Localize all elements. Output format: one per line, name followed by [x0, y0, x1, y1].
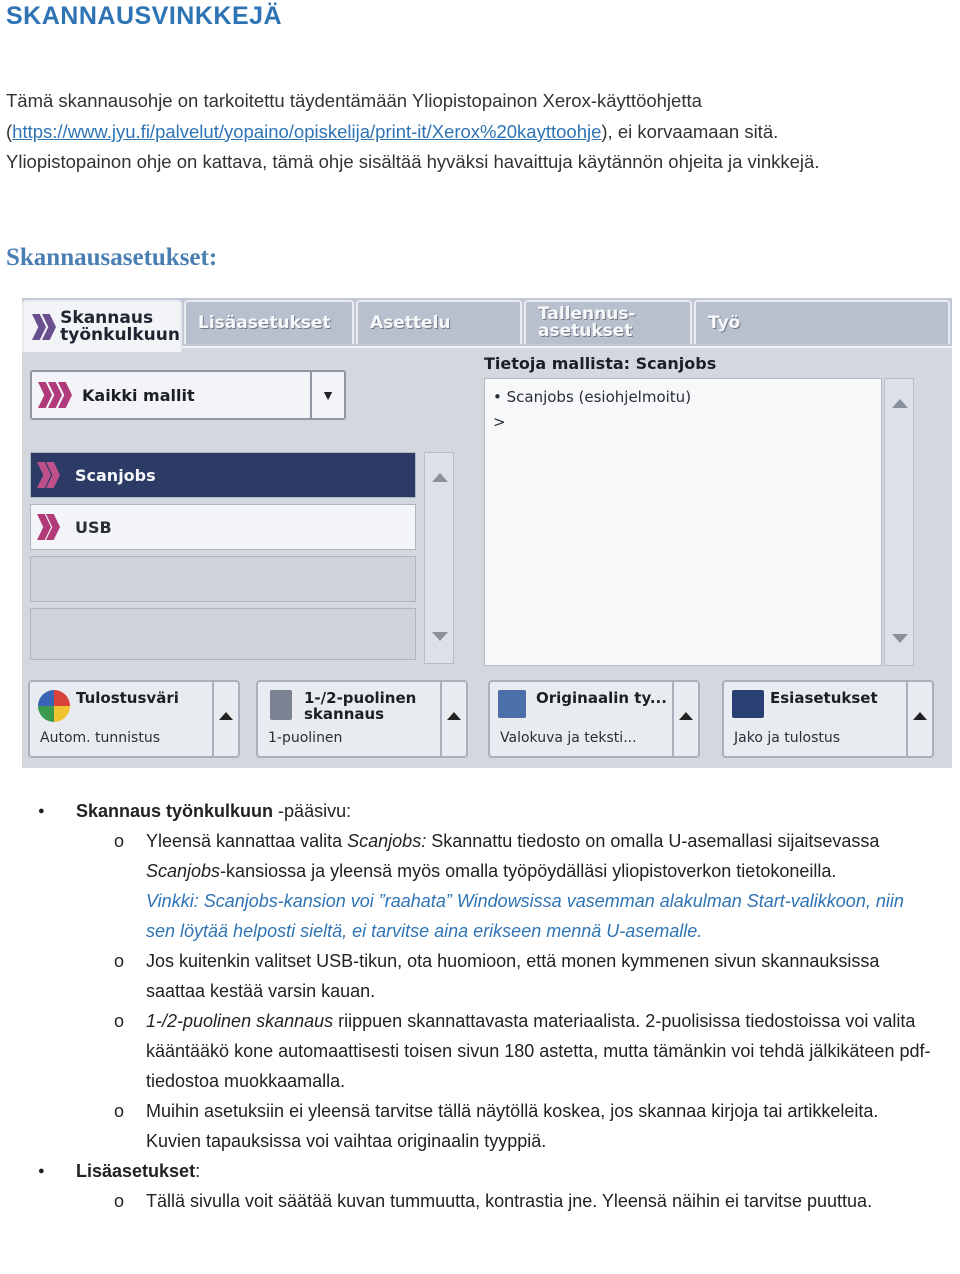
sub-list-item: o Tällä sivulla voit säätää kuvan tummuutta, kontrastia jne. Yleensä näihin ei tarvitse puuttua. — [76, 1186, 936, 1216]
home-template-icon — [37, 460, 67, 490]
intro-line-2 — [6, 117, 946, 148]
list-item — [36, 1156, 936, 1216]
button-title: Tulostusväri — [76, 689, 179, 707]
section-heading: Skannausasetukset: — [6, 244, 218, 271]
presets-button[interactable] — [722, 680, 934, 758]
list-item-text: -pääsivu: — [273, 801, 352, 821]
template-scrollbar[interactable] — [424, 452, 454, 664]
tab-scan-workflow-label-1: Skannaus — [60, 308, 154, 328]
list-item — [36, 796, 936, 1156]
button-title: 1-/2-puolinen skannaus — [304, 689, 417, 723]
page-title: SKANNAUSVINKKEJÄ — [6, 2, 283, 30]
sub-list-item — [76, 826, 936, 946]
template-info-heading: Tietoja mallista: Scanjobs — [484, 354, 717, 373]
button-arrow[interactable] — [212, 682, 238, 756]
output-color-button[interactable] — [28, 680, 240, 758]
template-scanjobs[interactable] — [30, 452, 416, 498]
scroll-down-icon[interactable] — [432, 632, 448, 641]
sub-list-item — [76, 1006, 936, 1096]
scroll-down-icon[interactable] — [892, 634, 908, 643]
sub-list-item: o Jos kuitenkin valitset USB-tikun, ota huomioon, että monen kymmenen sivun skannauksissa saattaa kestää varsin kauan. — [76, 946, 936, 1006]
tab-scan-workflow-label-2: työnkulkuun — [60, 325, 180, 345]
button-arrow[interactable] — [906, 682, 932, 756]
instruction-list — [36, 796, 936, 1216]
list-item-bold: Lisäasetukset — [76, 1161, 196, 1181]
intro-line-1: Tämä skannausohje on tarkoitettu täydentämään Yliopistopainon Xerox-käyttöohjetta — [6, 90, 702, 111]
template-label: Scanjobs — [75, 465, 156, 485]
template-info-line: • Scanjobs (esiohjelmoitu) — [493, 388, 692, 406]
scanner-tabs — [22, 298, 952, 346]
monitor-icon — [732, 690, 764, 718]
tab-job[interactable]: Työ — [694, 300, 950, 344]
tab-layout[interactable]: Asettelu — [356, 300, 522, 344]
button-title: Esiasetukset — [770, 689, 878, 707]
after-link-text: ), ei korvaamaan sitä. — [601, 120, 779, 142]
workflow-icon — [32, 312, 54, 342]
tab-save-label-2: asetukset — [538, 321, 633, 341]
tab-scan-workflow[interactable] — [22, 300, 182, 352]
intro-paragraph — [6, 86, 946, 178]
text-run: 1-/2-puolinen skannaus — [146, 1011, 334, 1031]
scanner-panel — [22, 346, 952, 768]
text-run: riippuen skannattavasta materiaalista. 2-puolisissa tiedostoissa voi valita kääntääkö kone automaattisesti toisen sivun 180 astetta, mutta tämänkin voi tehdä jälkikäteen pdf-tiedostoa muokkaamalla. — [146, 1011, 931, 1091]
text-run: Scanjobs: — [347, 831, 427, 851]
original-type-button[interactable] — [488, 680, 700, 758]
info-scrollbar[interactable] — [884, 378, 914, 666]
text-run: Skannattu tiedosto on omalla U-asemallasi sijaitsevassa — [426, 831, 880, 851]
template-list — [30, 452, 416, 664]
document-icon — [270, 690, 292, 720]
scroll-up-icon[interactable] — [892, 399, 908, 408]
button-value: Autom. tunnistus — [40, 730, 160, 746]
dropdown-arrow-icon[interactable]: ▼ — [310, 372, 344, 418]
text-run: -kansiossa ja yleensä myös omalla työpöydälläsi yliopistoverkon tietokoneilla. — [220, 861, 837, 881]
list-item-bold: Skannaus työnkulkuun — [76, 801, 274, 821]
duplex-scan-button[interactable] — [256, 680, 468, 758]
dropdown-label: Kaikki mallit — [82, 385, 195, 405]
intro-line-3: Yliopistopainon ohje on kattava, tämä ohje sisältää hyväksi havaittuja käytännön ohjeita ja vinkkejä. — [6, 151, 820, 172]
template-empty-row — [30, 608, 416, 660]
template-filter-dropdown[interactable] — [30, 370, 346, 420]
templates-icon — [38, 380, 72, 410]
text-run: Yleensä kannattaa valita — [146, 831, 348, 851]
tab-advanced[interactable]: Lisäasetukset — [184, 300, 354, 344]
xerox-guide-link[interactable]: https://www.jyu.fi/palvelut/yopaino/opiskelija/print-it/Xerox%20kayttoohje — [12, 120, 602, 142]
button-value: 1-puolinen — [268, 730, 343, 746]
template-empty-row — [30, 556, 416, 602]
button-title: Originaalin ty... — [536, 689, 667, 707]
template-usb[interactable] — [30, 504, 416, 550]
template-info-box — [484, 378, 882, 666]
open-paren: ( — [6, 120, 13, 142]
template-label: USB — [75, 517, 112, 537]
text-run: Scanjobs — [146, 861, 221, 881]
usb-template-icon — [37, 512, 67, 542]
template-info-prompt: > — [493, 413, 506, 431]
feature-buttons — [28, 680, 948, 764]
scanner-screenshot — [22, 298, 952, 768]
color-wheel-icon — [38, 690, 70, 722]
button-value: Jako ja tulostus — [734, 730, 841, 746]
button-value: Valokuva ja teksti... — [500, 730, 637, 746]
scroll-up-icon[interactable] — [432, 473, 448, 482]
button-arrow[interactable] — [672, 682, 698, 756]
tab-save-options[interactable] — [524, 300, 692, 344]
tip-text: Vinkki: Scanjobs-kansion voi ”raahata” Windowsissa vasemman alakulman Start-valikkoon, niin sen löytää helposti sieltä, ei tarvitse aina erikseen mennä U-asemalle. — [146, 891, 904, 941]
photo-icon — [498, 690, 526, 718]
button-arrow[interactable] — [440, 682, 466, 756]
list-item-text: : — [195, 1161, 201, 1181]
sub-list-item: o Muihin asetuksiin ei yleensä tarvitse tällä näytöllä koskea, jos skannaa kirjoja tai artikkeleita. Kuvien tapauksissa voi vaihtaa originaalin tyyppiä. — [76, 1096, 936, 1156]
tab-save-label-1: Tallennus- — [538, 304, 636, 324]
